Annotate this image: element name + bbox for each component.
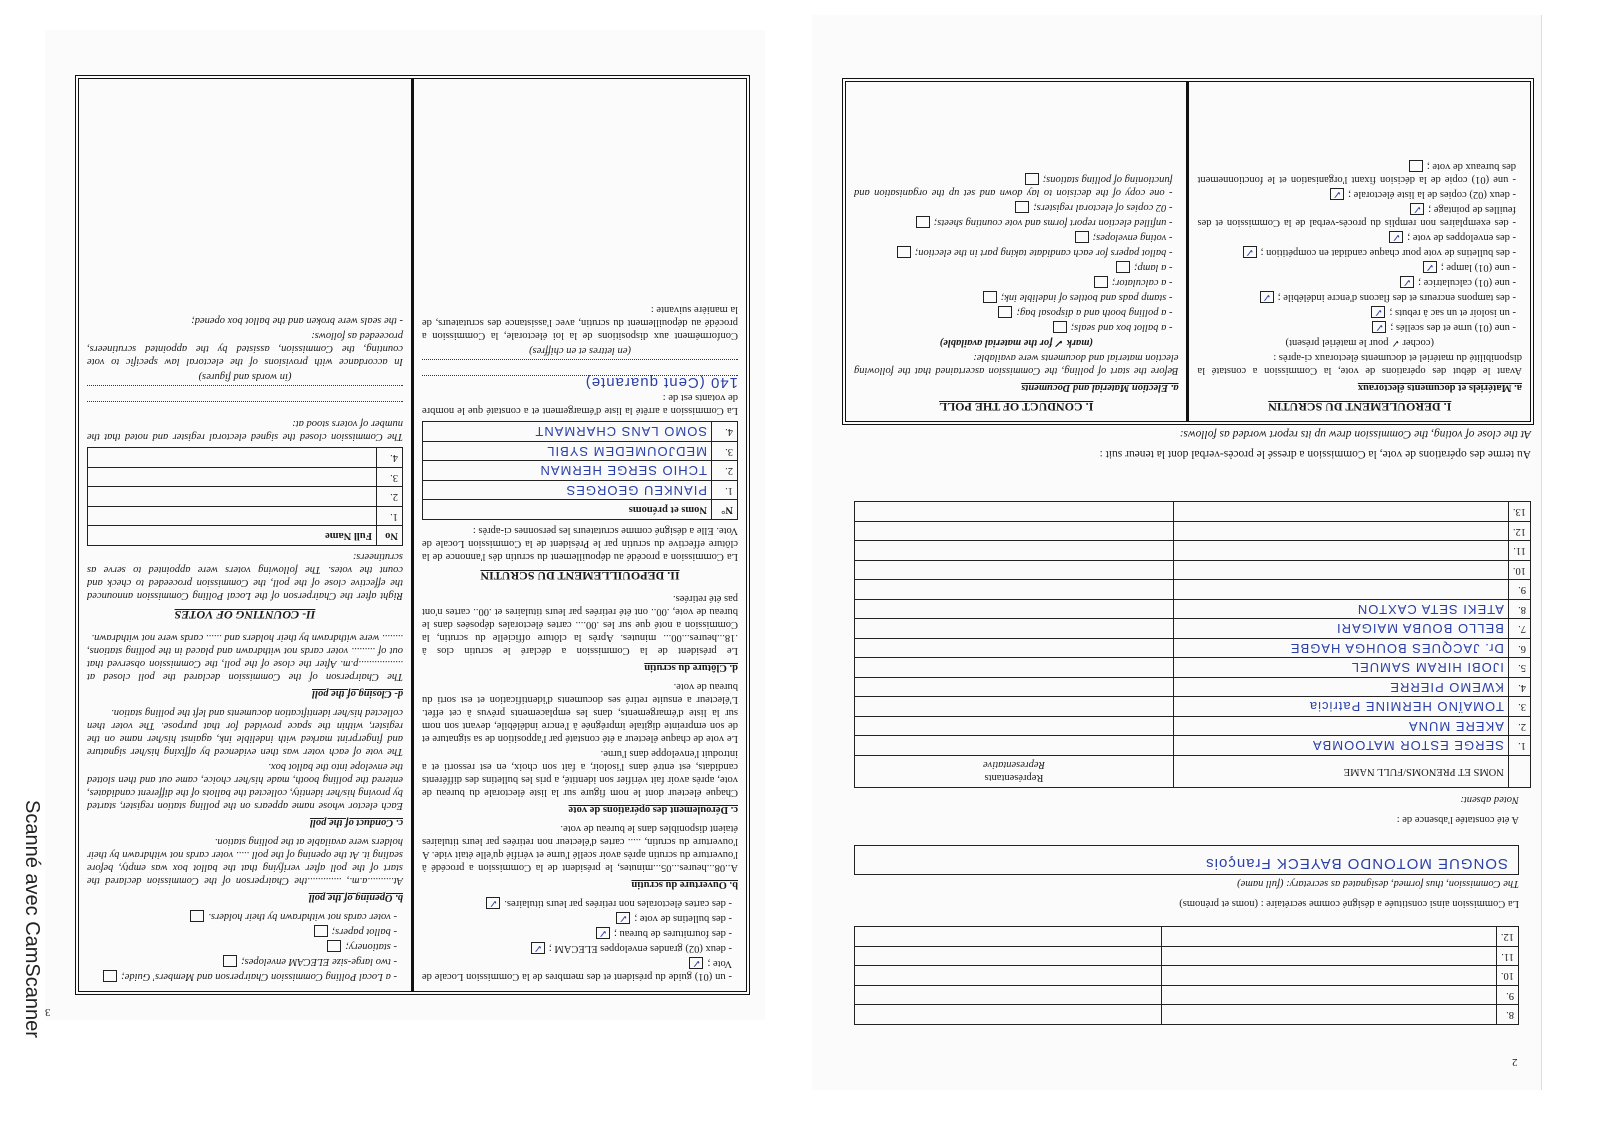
- material-item-label: un (01) guide du président et des membres de la Commission Locale de Vote ;: [422, 958, 732, 982]
- checkbox[interactable]: [1075, 231, 1089, 243]
- row-number: 5.: [1508, 658, 1530, 678]
- conduct-title-en: c. Conduct of the poll: [309, 817, 403, 828]
- row-number: 4.: [1508, 678, 1530, 698]
- representative-name: KWEMO PIERRE: [1173, 678, 1508, 698]
- table-row: [855, 966, 1519, 986]
- row-number: 4.: [377, 448, 403, 468]
- material-item-label: des fournitures de bureau ;: [613, 928, 726, 939]
- opening-title-en: b. Opening of the poll: [308, 892, 403, 903]
- column-fr: [1190, 82, 1531, 421]
- material-item-label: a calculator;: [1111, 277, 1167, 288]
- representative-name: TOMAÏNO HERMINE Patricia: [1173, 697, 1508, 717]
- opening-text-en: At..........a.m., .............the Chairperson of the Commission declared the start of the poll after verifying that the ballot box was empty, before sealing it. At the opening of the poll ..... voter cards not withdrawn by their holders were available at the polling station.: [87, 836, 403, 886]
- row-number: 12.: [1508, 522, 1530, 542]
- row-number: 3.: [1508, 697, 1530, 717]
- table-row: [855, 502, 1531, 522]
- material-item-label: des enveloppes de vote ;: [1407, 232, 1510, 243]
- conduct-text1-en: Each elector whose name appears on the polling station register, started by proving his/her identity, collected the ballots of the different candidates, entered the polling booth, made his/her choice, came out and then slotted the envelope into the ballot box.: [87, 761, 403, 811]
- checkbox[interactable]: ✓: [1260, 291, 1274, 303]
- material-item: - une (01) copie de la décision fixant l'organisation et le fonctionnement des bureaux de vote ;: [1197, 161, 1516, 185]
- table-row: [855, 717, 1531, 737]
- material-item-label: a ballot box and seals;: [1070, 322, 1167, 333]
- checkbox[interactable]: [223, 955, 237, 967]
- material-item-label: stationery;: [345, 941, 391, 952]
- header-no: No: [377, 526, 403, 546]
- row-number: 1.: [1508, 736, 1530, 756]
- seals-text-en: - the seals were broken and the ballot box opened;: [191, 315, 403, 327]
- page-number: 2: [1512, 1056, 1518, 1068]
- table-row: [855, 658, 1531, 678]
- table-row: [423, 442, 738, 462]
- material-item: - des enveloppes de vote ;✓: [1198, 231, 1523, 244]
- intro-en: Before the start of polling, the Commission ascertained that the following election material and documents were available:: [854, 352, 1179, 376]
- poll-procedure-box: [75, 75, 750, 995]
- secretary-label-fr: La Commission ainsi constituée a désigné comme secrétaire : (noms et prénoms): [1179, 898, 1519, 909]
- representative-name: BELLO BOUBA MAIGARI: [1173, 619, 1508, 639]
- checkbox[interactable]: [1116, 261, 1130, 273]
- column-en: [846, 82, 1190, 421]
- material-item-label: des tampons encreurs et des flacons d'encre indélébile ;: [1277, 292, 1510, 303]
- report-intro-en: At the close of voting, the Commission drew up its report worded as follows:: [1179, 428, 1531, 440]
- material-item-label: des cartes électorales non retirées par leurs titulaires.: [504, 898, 726, 909]
- checkbox[interactable]: ✓: [1372, 321, 1386, 333]
- table-row: [855, 947, 1519, 967]
- table-row: [855, 600, 1531, 620]
- material-item: - unfilled election report forms and vote counting sheets;: [854, 216, 1179, 229]
- scrutineers-table-en: [87, 448, 403, 547]
- material-item: - one copy of the decision to lay down and set up the organisation and functioning of polling stations;: [854, 174, 1173, 198]
- material-item: - des cartes électorales non retirées par leurs titulaires.✓: [422, 897, 738, 910]
- table-row: [855, 541, 1531, 561]
- page-3: [45, 30, 765, 1020]
- checkbox[interactable]: ✓: [1389, 231, 1403, 243]
- checkbox[interactable]: ✓: [1371, 306, 1385, 318]
- section-title-fr: I. DEROULEMENT DU SCRUTIN: [1268, 400, 1452, 414]
- counting-title-fr: II. DEPOUILLEMENT DU SCRUTIN: [480, 569, 680, 583]
- material-item: - deux (02) grandes enveloppes ELECAM ;✓: [422, 942, 738, 955]
- camscanner-watermark: Scanné avec CamScanner: [21, 800, 43, 1038]
- scrutineer-name: [88, 487, 377, 507]
- row-number: 11.: [1496, 947, 1518, 967]
- counting-text-en: Right after the Chairperson of the Local Polling Commission announced the effective close of the poll, the Commission proceeded to check and count the votes. The following voters were appointed to serve as scrutineers:: [87, 551, 403, 601]
- row-number: 7.: [1508, 619, 1530, 639]
- voters-value: 140 (Cent quarante): [422, 376, 738, 390]
- material-item-label: two large-size ELECAM envelopes;: [241, 956, 391, 967]
- scrutineers-table-fr: [422, 422, 738, 521]
- note-en: (mark ✓ for the material available): [939, 337, 1093, 348]
- checkbox[interactable]: [103, 970, 117, 982]
- material-item: - une (01) lampe ;✓: [1198, 261, 1523, 274]
- material-item: - a calculator;: [854, 276, 1179, 289]
- header-name: Noms et prénoms: [423, 500, 712, 520]
- checkbox[interactable]: ✓: [1400, 276, 1414, 288]
- table-row: [855, 639, 1531, 659]
- material-item-label: voting envelopes;: [1092, 232, 1167, 243]
- table-row: [88, 487, 403, 507]
- header-representative-en: Representative: [982, 759, 1045, 771]
- representative-name: SERGE ESTOR MATOOMBA: [1173, 736, 1508, 756]
- material-item-label: deux (02) copies de la liste électorale ;: [1348, 189, 1510, 200]
- material-item-label: une (01) lampe ;: [1440, 262, 1510, 273]
- closing-title-fr: d. Clôture du scrutin: [644, 662, 738, 673]
- representative-name: [1173, 522, 1508, 542]
- counting-title-en: II- COUNTING OF VOTES: [174, 608, 316, 622]
- table-row: [88, 507, 403, 527]
- members-table-continued: [854, 927, 1519, 1026]
- header-no: N°: [712, 500, 738, 520]
- checkbox[interactable]: [1015, 201, 1029, 213]
- material-item-label: 02 copies of electoral registers;: [1033, 202, 1167, 213]
- conduct-text1-fr: Chaque électeur dont le nom figure sur la liste électorale du bureau de vote, après avoir fait vérifier son identité, a pris les bulletins des différents candidats, est entré dans l'isoloir, a fait son choix, en est ressorti et a introduit l'enveloppe dans l'urne.: [422, 748, 738, 798]
- row-number: 9.: [1496, 986, 1518, 1006]
- material-item: - deux (02) copies de la liste électorale ;✓: [1198, 188, 1523, 201]
- material-item-label: a polling booth and a disposal bag;: [1016, 307, 1167, 318]
- counting-text-fr: La Commission a procédé au dépouillement du scrutin dès l'annonce de la clôture effective du scrutin par le Président de la Commission Locale de Vote. Elle a désigné comme scrutateurs les personnes ci-après :: [422, 525, 738, 562]
- material-item-label: une (01) calculatrice ;: [1418, 277, 1510, 288]
- checkbox[interactable]: ✓: [596, 927, 610, 939]
- section-title-en: I. CONDUCT OF THE POLL: [939, 400, 1094, 414]
- row-number: 10.: [1508, 561, 1530, 581]
- material-item-label: voter cards not withdrawn by their holders.: [208, 911, 391, 922]
- table-row: [423, 422, 738, 442]
- material-item: - a lamp;: [854, 261, 1179, 274]
- table-row: [855, 561, 1531, 581]
- row-number: 12.: [1496, 927, 1518, 947]
- checkbox[interactable]: ✓: [1243, 246, 1257, 258]
- checkbox[interactable]: [190, 910, 204, 922]
- table-row: [855, 678, 1531, 698]
- checkbox[interactable]: [1025, 173, 1039, 185]
- table-row: [88, 448, 403, 468]
- checkbox[interactable]: [1094, 276, 1108, 288]
- table-row: [423, 481, 738, 501]
- opening-title-fr: b. Ouverture du scrutin: [631, 879, 738, 890]
- material-item-label: deux (02) grandes enveloppes ELECAM ;: [548, 943, 726, 954]
- report-intro-fr: Au terme des opérations de vote, la Commission a dressé le procès-verbal dont la teneur suit :: [1099, 448, 1531, 460]
- scrutineer-name: [88, 448, 377, 468]
- row-number: 8.: [1508, 600, 1530, 620]
- column-fr: [414, 79, 746, 991]
- conduct-title-fr: c. Déroulement des opérations de vote: [568, 804, 738, 815]
- material-item: - une (01) calculatrice ;✓: [1198, 276, 1523, 289]
- table-row: [855, 619, 1531, 639]
- row-number: 2.: [377, 487, 403, 507]
- scrutineer-name: SOMO LANS CHARMANT: [423, 422, 712, 442]
- row-number: 3.: [712, 442, 738, 462]
- absence-label-fr: A été constatée l'absence de :: [1396, 814, 1519, 825]
- material-item: - a Local Polling Commission Chairperson and Members' Guide;: [87, 970, 403, 983]
- row-number: 8.: [1496, 1005, 1518, 1025]
- material-item: - un (01) guide du président et des membres de la Commission Locale de Vote ;✓: [422, 957, 732, 982]
- representative-name: Dr. JACQUES BOUHGA HAGBE: [1173, 639, 1508, 659]
- representatives-table: [854, 502, 1531, 789]
- absence-label-en: Noted absent:: [1460, 794, 1519, 805]
- row-number: 13.: [1508, 502, 1530, 522]
- subsection-title-fr: a. Matériels et documents électoraux: [1357, 382, 1522, 393]
- law-text-en: In accordance with provisions of the electoral law specific to vote counting, the Commission, assisted by the appointed scrutineers, proceeded as follows:: [87, 330, 403, 368]
- representative-name: [1173, 502, 1508, 522]
- table-row: [855, 986, 1519, 1006]
- conduct-text2-fr: Le vote de chaque électeur a été constaté par l'apposition de sa signature et de son empreinte digitale imprégnée à l'encre indélébile, devant son nom sur la liste d'émargements, dans les emplacements prévus à cet effet. L'électeur a ensuite retiré ses documents d'identification et est sorti du bureau de vote.: [422, 681, 738, 744]
- representative-name: IJOBI HIRAM SAMUEL: [1173, 658, 1508, 678]
- material-item: - des exemplaires non remplis du procès-verbal de la Commission et des feuilles de pointage ;✓: [1197, 203, 1516, 228]
- checkbox[interactable]: ✓: [1330, 188, 1344, 200]
- material-item-label: une (01) urne et des scellés ;: [1390, 322, 1510, 333]
- page-number: 3: [45, 1006, 51, 1018]
- table-row: [855, 927, 1519, 947]
- row-number: 2.: [712, 461, 738, 481]
- material-item-label: unfilled election report forms and vote counting sheets;: [933, 217, 1167, 228]
- checkbox[interactable]: ✓: [689, 957, 703, 969]
- material-item: - des bulletins de vote pour chaque candidat en compétition ;✓: [1198, 246, 1523, 259]
- material-item: - un isoloir et un sac à rebuts ;✓: [1198, 306, 1523, 319]
- row-number: 9.: [1508, 580, 1530, 600]
- row-number: 1.: [377, 507, 403, 527]
- representative-name: [1173, 561, 1508, 581]
- material-item: - voter cards not withdrawn by their holders.: [87, 910, 403, 923]
- material-item-label: stamp pads and bottles of indelible ink;: [1000, 292, 1167, 303]
- secretary-label-en: The Commission, thus formed, designated as secretary: (full name): [1237, 878, 1519, 889]
- voters-text-en: The Commission closed the signed electoral register and noted that the number of voters stood at:: [87, 418, 403, 443]
- voters-text-fr: La Commission a arrêté la liste d'émargement et a constaté que le nombre de votants est de :: [422, 392, 738, 417]
- intro-fr: Avant le début des opérations de vote, la Commission a constaté la disponibilité du matériel et documents électoraux ci-après :: [1197, 352, 1522, 376]
- row-number: 3.: [377, 468, 403, 488]
- secretary-name: SONGUE MOTONDO BAYECK François: [854, 845, 1519, 875]
- row-number: 11.: [1508, 541, 1530, 561]
- table-row: [855, 522, 1531, 542]
- header-full-name: NOMS ET PRENOMS/FULL NAME: [1173, 756, 1508, 788]
- table-row: [855, 697, 1531, 717]
- material-item: - 02 copies of electoral registers;: [854, 201, 1179, 214]
- note-fr: (cocher ✓ pour le matériel présent): [1285, 337, 1434, 348]
- material-item-label: a lamp;: [1134, 262, 1167, 273]
- material-item: - des tampons encreurs et des flacons d'encre indélébile ;✓: [1198, 291, 1523, 304]
- material-item: - stationery;: [87, 940, 403, 953]
- conduct-of-poll-box: [842, 78, 1534, 425]
- closing-text-fr: Le président de la Commission a déclaré le scrutin clos à .18...heures...00... minutes. Après la clôture officielle du scrutin, la Commission a noté que sur les .00.... cartes électorales déposées dans le bureau de vote, .00.. ont été retirées par leurs titulaires et .00.. cartes n'ont pas été retirées.: [422, 593, 738, 656]
- material-item-label: une (01) copie de la décision fixant l'organisation et le fonctionnement des bureaux de vote ;: [1197, 161, 1516, 185]
- material-item-label: un isoloir et un sac à rebuts ;: [1389, 307, 1510, 318]
- checkbox[interactable]: ✓: [486, 897, 500, 909]
- closing-title-en: d- Closing of the poll: [311, 688, 403, 699]
- page-2: [812, 15, 1542, 1090]
- checkbox[interactable]: [314, 925, 328, 937]
- checkbox[interactable]: [327, 940, 341, 952]
- table-row: [423, 461, 738, 481]
- row-number: 6.: [1508, 639, 1530, 659]
- scrutineer-name: [88, 507, 377, 527]
- checkbox[interactable]: ✓: [1423, 261, 1437, 273]
- material-item-label: ballot papers for each candidate taking part in the election;: [914, 247, 1167, 258]
- checkbox[interactable]: [916, 216, 930, 228]
- scrutineer-name: [88, 468, 377, 488]
- table-row: [855, 1005, 1519, 1025]
- checkbox[interactable]: [1053, 321, 1067, 333]
- row-number: 10.: [1496, 966, 1518, 986]
- table-row: [855, 580, 1531, 600]
- material-item: - stamp pads and bottles of indelible ink;: [854, 291, 1179, 304]
- material-item: - des bulletins de vote ;✓: [422, 912, 738, 925]
- material-item-label: des bulletins de vote pour chaque candidat en compétition ;: [1260, 247, 1510, 258]
- scrutineer-name: MEDJOUMEDEM SYBIL: [423, 442, 712, 462]
- material-item-label: ballot papers;: [331, 926, 391, 937]
- scrutineer-name: TCHIO SERGE HERMAN: [423, 461, 712, 481]
- row-number: 2.: [1508, 717, 1530, 737]
- row-number: 1.: [712, 481, 738, 501]
- closing-text-en: The Chairperson of the Commission declared the poll closed at .................p.m. After the close of the poll, the Commission observed that out of ......... voter cards not withdrawn and placed in the polling stations, ........ were withdrawn by their holders and ...... cards were not withdrawn.: [87, 632, 403, 682]
- checkbox[interactable]: ✓: [531, 942, 545, 954]
- material-item-label: des bulletins de vote ;: [634, 913, 726, 924]
- table-row: [855, 736, 1531, 756]
- opening-text-fr: A..08...heures...05...minutes, le président de la Commission a procédé à l'ouverture du scrutin après avoir scellé l'urne et vérifié qu'elle était vide. A l'ouverture du scrutin, ..... cartes d'électeur non retirées par leurs titulaires étaient disponibles dans le bureau de vote.: [422, 823, 738, 873]
- conduct-text2-en: The vote of each voter was then evidenced by affixing his/her signature and fingerprint marked with indelible ink, against his/her name on the register, within the space provided for that purpose. The voter then collected his/her identification documents and left the polling station.: [87, 707, 403, 757]
- checkbox[interactable]: ✓: [1410, 203, 1424, 215]
- table-row: [88, 468, 403, 488]
- column-en: [79, 79, 414, 991]
- material-item-label: a Local Polling Commission Chairperson and Members' Guide;: [121, 971, 391, 982]
- material-item: - voting envelopes;: [854, 231, 1179, 244]
- representative-name: [1173, 541, 1508, 561]
- voters-note-fr: (en lettres et en chiffres): [529, 345, 631, 357]
- material-item-label: des exemplaires non remplis du procès-verbal de la Commission et des feuilles de pointage ;: [1197, 204, 1516, 228]
- voters-note-en: (in words and figures): [198, 371, 292, 383]
- material-item: - a ballot box and seals;: [854, 321, 1179, 334]
- representative-name: ATEKI SETA CAXTON: [1173, 600, 1508, 620]
- header-representative-fr: Représentants: [984, 772, 1044, 784]
- representative-name: AKERE MUNA: [1173, 717, 1508, 737]
- checkbox[interactable]: [897, 246, 911, 258]
- material-item: - ballot papers for each candidate taking part in the election;: [854, 246, 1179, 259]
- representative-name: [1173, 580, 1508, 600]
- header-name: Full Name: [88, 526, 377, 546]
- row-number: 4.: [712, 422, 738, 442]
- scrutineer-name: PIANKEU GEORGES: [423, 481, 712, 501]
- law-text-fr: Conformément aux dispositions de la loi électorale, la Commission a procédé au dépouillement du scrutin, avec l'assistance des scrutateurs, de la manière suivante :: [422, 304, 738, 342]
- material-item: - une (01) urne et des scellés ;✓: [1198, 321, 1523, 334]
- checkbox[interactable]: [983, 291, 997, 303]
- material-item: - ballot papers;: [87, 925, 403, 938]
- checkbox[interactable]: [1409, 160, 1423, 172]
- checkbox[interactable]: ✓: [616, 912, 630, 924]
- subsection-title-en: a. Election Material and Documents: [1021, 382, 1179, 393]
- material-item: - two large-size ELECAM envelopes;: [87, 955, 403, 968]
- material-item: - des fournitures de bureau ;✓: [422, 927, 738, 940]
- material-item: - a polling booth and a disposal bag;: [854, 306, 1179, 319]
- material-item-label: one copy of the decision to lay down and set up the organisation and functioning of polling stations;: [854, 174, 1173, 198]
- checkbox[interactable]: [998, 306, 1012, 318]
